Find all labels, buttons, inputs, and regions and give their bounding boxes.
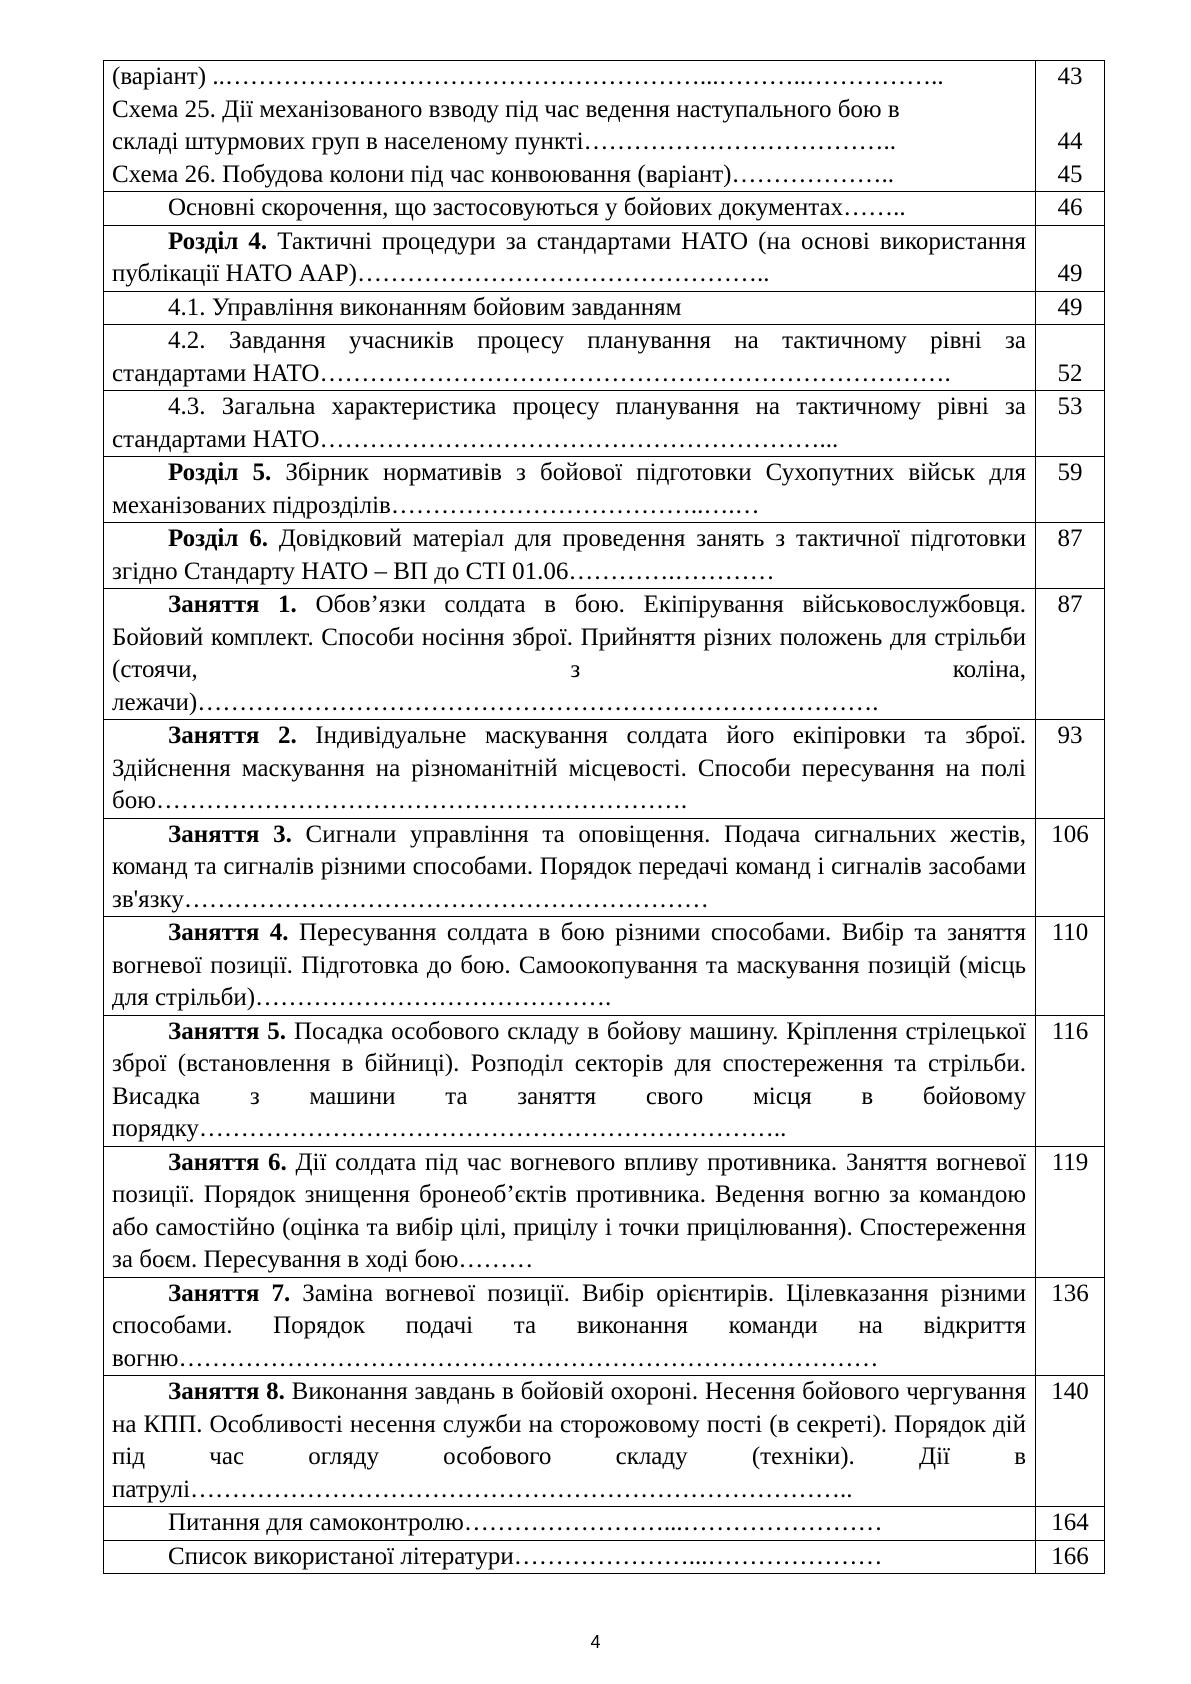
toc-page-number: 119 bbox=[1036, 1146, 1105, 1277]
toc-entry-text bbox=[104, 523, 1036, 589]
toc-entry-text bbox=[104, 225, 1036, 291]
toc-row bbox=[104, 818, 1105, 917]
toc-entry-text bbox=[104, 1146, 1036, 1277]
toc-entry-text: Питання для самоконтролю……………………...…………………… bbox=[104, 1507, 1036, 1541]
toc-entry-title: Посадка особового складу в бойову машину. Кріплення стрілецької зброї (встановлення в бійниці). Розподіл секторів для спостереження та стрільби. Висадка з машини та заняття свого місця в бойовому порядку…………………………………………………………….. bbox=[112, 1017, 1026, 1142]
toc-row bbox=[104, 720, 1105, 819]
toc-row bbox=[104, 1277, 1105, 1376]
toc-page-number: 87 bbox=[1036, 589, 1105, 720]
toc-row bbox=[104, 1146, 1105, 1277]
toc-entry-heading: Заняття 4. bbox=[168, 919, 289, 946]
toc-page-number: 49 bbox=[1036, 291, 1105, 325]
toc-row bbox=[104, 225, 1105, 291]
toc-entry-title: Сигнали управління та оповіщення. Подача сигнальних жестів, команд та сигналів різними способами. Порядок передачі команд і сигналів засобами зв'язку……………………………………………………… bbox=[112, 820, 1026, 913]
toc-row bbox=[104, 1540, 1105, 1574]
toc-table bbox=[103, 60, 1105, 1574]
toc-line: складі штурмових груп в населеному пункті……………………………….. bbox=[112, 128, 897, 155]
toc-row bbox=[104, 1376, 1105, 1507]
toc-page-number: 140 bbox=[1036, 1376, 1105, 1507]
toc-page-number: 164 bbox=[1036, 1507, 1105, 1541]
toc-entry-text: Основні скорочення, що застосовуються у бойових документах…….. bbox=[104, 192, 1036, 226]
toc-row bbox=[104, 589, 1105, 720]
toc-entry-heading: Заняття 7. bbox=[168, 1279, 291, 1307]
toc-entry-text bbox=[104, 61, 1036, 192]
toc-entry-text: 4.2. Завдання учасників процесу планування на тактичному рівні за стандартами НАТО…………………………………………………………………. bbox=[104, 325, 1036, 391]
toc-page-number: 106 bbox=[1036, 818, 1105, 917]
toc-row bbox=[104, 1507, 1105, 1541]
toc-row bbox=[104, 391, 1105, 457]
toc-entry-text bbox=[104, 818, 1036, 917]
toc-entry-text bbox=[104, 1277, 1036, 1376]
toc-row bbox=[104, 291, 1105, 325]
toc-entry-text bbox=[104, 1376, 1036, 1507]
toc-page-number: 93 bbox=[1036, 720, 1105, 819]
toc-page-number: 87 bbox=[1036, 523, 1105, 589]
toc-entry-text bbox=[104, 589, 1036, 720]
toc-page-number: 45 bbox=[1057, 160, 1083, 188]
toc-row bbox=[104, 917, 1105, 1016]
toc-entry-heading: Розділ 5. bbox=[168, 459, 272, 486]
toc-page-number: 166 bbox=[1036, 1540, 1105, 1574]
toc-entry-heading: Заняття 2. bbox=[168, 722, 297, 749]
toc-page-number: 43 bbox=[1057, 63, 1083, 90]
toc-page-number: 116 bbox=[1036, 1015, 1105, 1146]
toc-row bbox=[104, 523, 1105, 589]
toc-entry-title: Збірник нормативів з бойової підготовки Сухопутних військ для механізованих підрозділів………………………………..….… bbox=[112, 459, 1026, 519]
toc-entry-title: Дії солдата під час вогневого впливу противника. Заняття вогневої позиції. Порядок знищення бронеоб’єктів противника. Ведення вогню за командою або самостійно (оцінка та вибір цілі, прицілу і точки прицілювання). Спостереження за боєм. Пересування в ході бою……… bbox=[112, 1148, 1026, 1273]
toc-entry-title: Заміна вогневої позиції. Вибір орієнтирів. Цілевказання різними способами. Порядок подачі та виконання команди на відкриття вогню………………………………………………………………………… bbox=[112, 1279, 1026, 1372]
toc-page-number: 136 bbox=[1036, 1277, 1105, 1376]
toc-entry-title: Довідковий матеріал для проведення занять з тактичної підготовки згідно Стандарту НАТО – ВП до СТІ 01.06………….………… bbox=[112, 525, 1026, 585]
toc-entry-title: Індивідуальне маскування солдата його екіпіровки та зброї. Здійснення маскування на різноманітній місцевості. Способи пересування на полі бою………………………………………………………. bbox=[112, 722, 1027, 814]
toc-entry-heading: Заняття 8. bbox=[168, 1378, 285, 1405]
toc-entry-heading: Розділ 6. bbox=[168, 525, 268, 552]
toc-entry-heading: Заняття 5. bbox=[168, 1017, 287, 1045]
toc-line: (варіант) ..…………………………………………………...………..…………….. bbox=[112, 63, 944, 90]
toc-page-number: 46 bbox=[1036, 192, 1105, 226]
toc-entry-text: Список використаної літератури…………………...………………… bbox=[104, 1540, 1036, 1574]
toc-page-number: 110 bbox=[1036, 917, 1105, 1016]
toc-line: Схема 25. Дії механізованого взводу під час ведення наступального бою в bbox=[112, 95, 900, 123]
toc-row bbox=[104, 457, 1105, 523]
toc-entry-title: Пересування солдата в бою різними способами. Вибір та заняття вогневої позиції. Підготовка до бою. Самоокопування та маскування позицій (місць для стрільби)……………………………………. bbox=[112, 919, 1026, 1011]
toc-entry-text bbox=[104, 917, 1036, 1016]
toc-entry-heading: Заняття 3. bbox=[168, 820, 292, 848]
toc-entry-text bbox=[104, 457, 1036, 523]
toc-page-number: 52 bbox=[1036, 325, 1105, 391]
toc-page-number: 53 bbox=[1036, 391, 1105, 457]
toc-entry-heading: Заняття 1. bbox=[168, 591, 297, 618]
toc-entry-title: Обов’язки солдата в бою. Екіпірування військовослужбовця. Бойовий комплект. Способи носіння зброї. Прийняття різних положень для стрільби (стоячи, з коліна, лежачи)………………………………………………………………………. bbox=[112, 591, 1026, 716]
toc-page-number: 59 bbox=[1036, 457, 1105, 523]
toc-entry-heading: Розділ 4. bbox=[168, 227, 268, 255]
page-number: 4 bbox=[590, 1632, 601, 1652]
toc-row bbox=[104, 325, 1105, 391]
toc-entry-text: 4.3. Загальна характеристика процесу планування на тактичному рівні за стандартами НАТО……………………………………………………... bbox=[104, 391, 1036, 457]
toc-entry-text bbox=[104, 720, 1036, 819]
toc-page-number bbox=[1036, 94, 1104, 127]
toc-entry-text: 4.1. Управління виконанням бойовим завданням bbox=[104, 291, 1036, 325]
toc-row bbox=[104, 192, 1105, 226]
toc-page-number: 44 bbox=[1057, 128, 1083, 155]
toc-page-cell bbox=[1036, 61, 1105, 192]
toc-line: Схема 26. Побудова колони під час конвоювання (варіант)……………….. bbox=[112, 160, 894, 188]
toc-page-number: 49 bbox=[1036, 225, 1105, 291]
toc-entry-heading: Заняття 6. bbox=[168, 1148, 287, 1176]
toc-entry-text bbox=[104, 1015, 1036, 1146]
toc-entry-title: Виконання завдань в бойовій охороні. Несення бойового чергування на КПП. Особливості несення служби на сторожовому пості (в секреті). Порядок дій під час огляду особового складу (техніки). Дії в патрулі…………………………………………………………………….. bbox=[112, 1378, 1026, 1503]
toc-row bbox=[104, 61, 1105, 192]
toc-entry-title: Тактичні процедури за стандартами НАТО (на основі використання публікації НАТО ААР)………………………………………….. bbox=[112, 227, 1026, 287]
toc-row bbox=[104, 1015, 1105, 1146]
